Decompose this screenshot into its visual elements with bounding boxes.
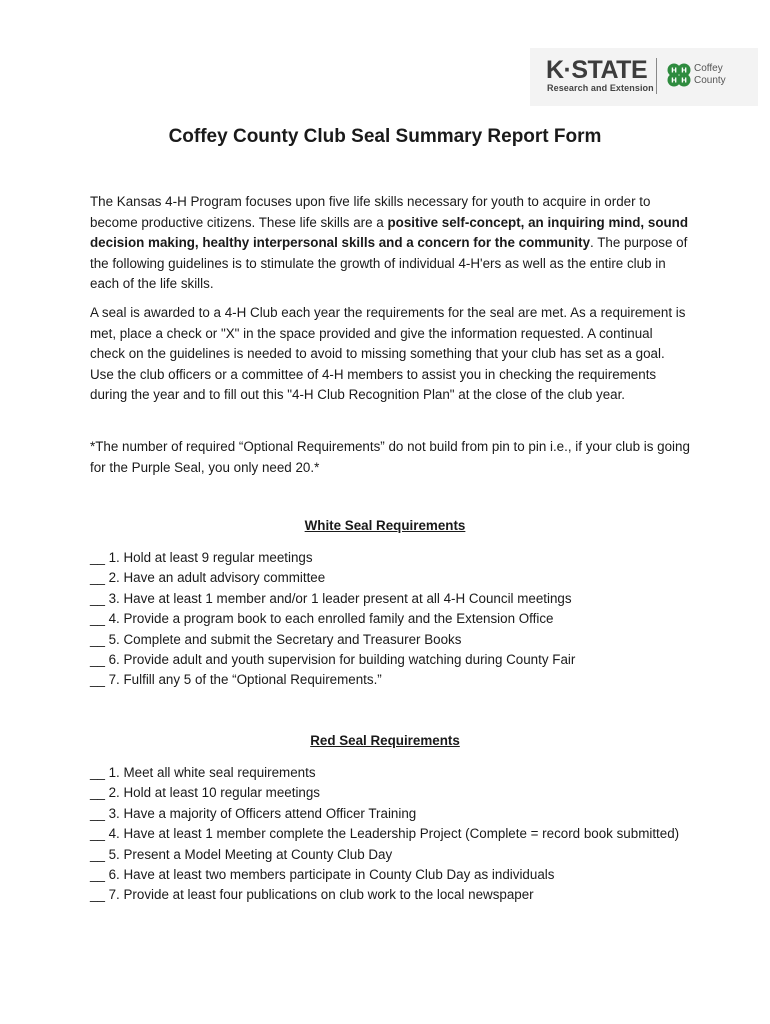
county-line-1: Coffey [694, 63, 723, 74]
red-seal-item-7: __ 7. Provide at least four publications on club work to the local newspaper [90, 887, 534, 903]
svg-text:H: H [681, 66, 687, 75]
intro-p1-text-a: The Kansas 4-H Program focuses upon five life skills necessary for youth to acquire in order to become productive citizens. These life skills are a [90, 194, 651, 230]
intro-paragraph-3: *The number of required “Optional Requirements” do not build from pin to pin i.e., if your club is going for the Purple Seal, you only need 20.* [90, 439, 690, 475]
kstate-subtitle: Research and Extension [547, 83, 654, 93]
logo-divider [656, 58, 657, 94]
red-seal-item-5: __ 5. Present a Model Meeting at County Club Day [90, 846, 393, 862]
intro-p1-text-b: . The purpose of the following guidelines is to stimulate the growth of individual 4-H'ers as well as the entire club in each of the life skills. [90, 235, 688, 292]
white-seal-item-6: __ 6. Provide adult and youth supervision for building watching during County Fair [90, 652, 576, 668]
red-seal-item-2: __ 2. Hold at least 10 regular meetings [90, 785, 321, 801]
intro-paragraph-1 [90, 192, 690, 295]
white-seal-list [90, 548, 690, 691]
red-seal-item-4: __ 4. Have at least 1 member complete the Leadership Project (Complete = record book submitted) [90, 826, 680, 842]
intro-paragraph-2: A seal is awarded to a 4-H Club each year the requirements for the seal are met. As a requirement is met, place a check or "X" in the space provided and give the information requested. A continual check on the guidelines is needed to avoid to missing something that your club has set as a goal. Use the club officers or a committee of 4-H members to assist you in checking the requirements during the year and to fill out this "4-H Club Recognition Plan" at the close of the club year. [90, 305, 686, 403]
white-seal-item-5: __ 5. Complete and submit the Secretary and Treasurer Books [90, 631, 462, 647]
page-title: Coffey County Club Seal Summary Report Form [168, 126, 602, 147]
svg-text:H: H [671, 76, 677, 85]
county-name [694, 63, 726, 87]
white-seal-item-1: __ 1. Hold at least 9 regular meetings [90, 550, 313, 565]
red-seal-item-1: __ 1. Meet all white seal requirements [90, 765, 316, 780]
kstate-wordmark: K·STATE [546, 56, 648, 84]
county-line-2: County [694, 75, 726, 86]
red-seal-list [90, 763, 690, 906]
white-seal-item-2: __ 2. Have an adult advisory committee [90, 570, 326, 586]
header-logo [530, 48, 758, 106]
white-seal-item-7: __ 7. Fulfill any 5 of the “Optional Requirements.” [90, 672, 382, 688]
intro-p1-life-skills: positive self-concept, an inquiring mind, sound decision making, healthy interpersonal skills and a concern for the community [90, 214, 689, 251]
red-seal-heading: Red Seal Requirements [310, 733, 460, 748]
white-seal-heading: White Seal Requirements [304, 518, 466, 533]
red-seal-item-3: __ 3. Have a majority of Officers attend Officer Training [90, 805, 417, 821]
svg-text:H: H [671, 66, 677, 75]
4h-clover-icon [664, 60, 694, 90]
white-seal-item-4: __ 4. Provide a program book to each enrolled family and the Extension Office [90, 611, 554, 627]
white-seal-item-3: __ 3. Have at least 1 member and/or 1 leader present at all 4-H Council meetings [90, 590, 572, 606]
red-seal-item-6: __ 6. Have at least two members participate in County Club Day as individuals [90, 867, 555, 883]
svg-text:H: H [681, 76, 687, 85]
